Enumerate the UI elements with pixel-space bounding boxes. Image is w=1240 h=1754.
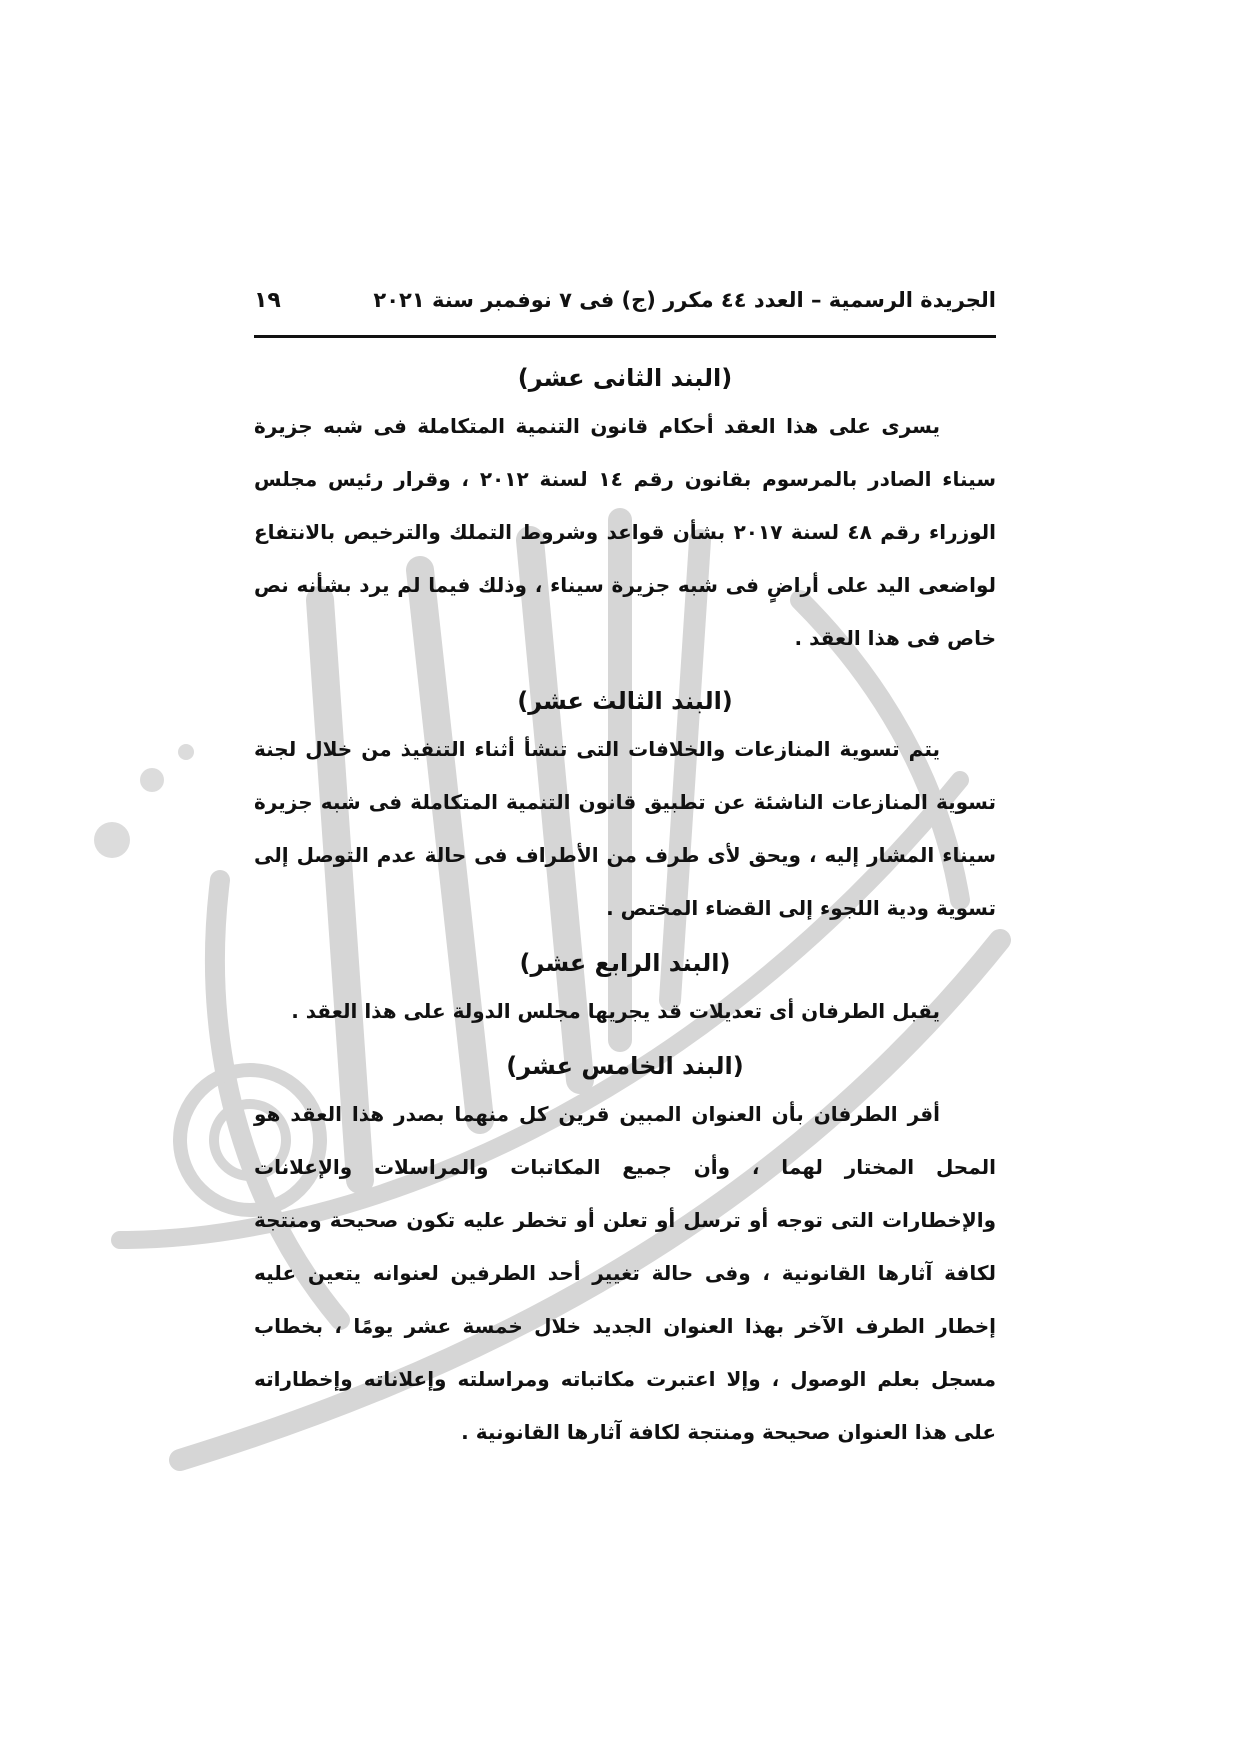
section-title-thirteenth: (البند الثالث عشر): [517, 687, 733, 715]
section-title-fourteenth: (البند الرابع عشر): [519, 949, 731, 977]
section-paragraph-fifteenth: أقر الطرفان بأن العنوان المبين قرين كل منهما بصدر هذا العقد هو المحل المختار لهما ، وأن جميع المكاتبات والمراسلات والإعلانات والإخطارات التى توجه أو ترسل أو تعلن أو تخطر عليه تكون صحيحة ومنتجة لكافة آثارها القانونية ، وفى حالة تغيير أحد الطرفين لعنوانه يتعين عليه إخطار الطرف الآخر بهذا العنوان الجديد خلال خمسة عشر يومًا ، بخطاب مسجل بعلم الوصول ، وإلا اعتبرت مكاتباته ومراسلته وإعلاناته وإخطاراته على هذا العنوان صحيحة ومنتجة لكافة آثارها القانونية .: [254, 1102, 996, 1444]
section-paragraph-fourteenth: يقبل الطرفان أى تعديلات قد يجريها مجلس الدولة على هذا العقد .: [291, 999, 940, 1023]
document-body: [254, 356, 996, 1459]
section-paragraph-twelfth: يسرى على هذا العقد أحكام قانون التنمية المتكاملة فى شبه جزيرة سيناء الصادر بالمرسوم بقانون رقم ١٤ لسنة ٢٠١٢ ، وقرار رئيس مجلس الوزراء رقم ٤٨ لسنة ٢٠١٧ بشأن قواعد وشروط التملك والترخيص بالانتفاع لواضعى اليد على أراضٍ فى شبه جزيرة سيناء ، وذلك فيما لم يرد بشأنه نص خاص فى هذا العقد .: [254, 414, 996, 650]
page-header: [254, 286, 996, 326]
section-paragraph-thirteenth: يتم تسوية المنازعات والخلافات التى تنشأ أثناء التنفيذ من خلال لجنة تسوية المنازعات الناشئة عن تطبيق قانون التنمية المتكاملة فى شبه جزيرة سيناء المشار إليه ، ويحق لأى طرف من الأطراف فى حالة عدم التوصل إلى تسوية ودية اللجوء إلى القضاء المختص .: [254, 737, 996, 920]
gazette-header-title: الجريدة الرسمية – العدد ٤٤ مكرر (ج) فى ٧ نوفمبر سنة ٢٠٢١: [373, 288, 996, 312]
section-title-fifteenth: (البند الخامس عشر): [506, 1052, 744, 1080]
page-number: ١٩: [254, 288, 281, 313]
section-title-twelfth: (البند الثانى عشر): [517, 364, 733, 392]
header-divider: [254, 335, 996, 338]
